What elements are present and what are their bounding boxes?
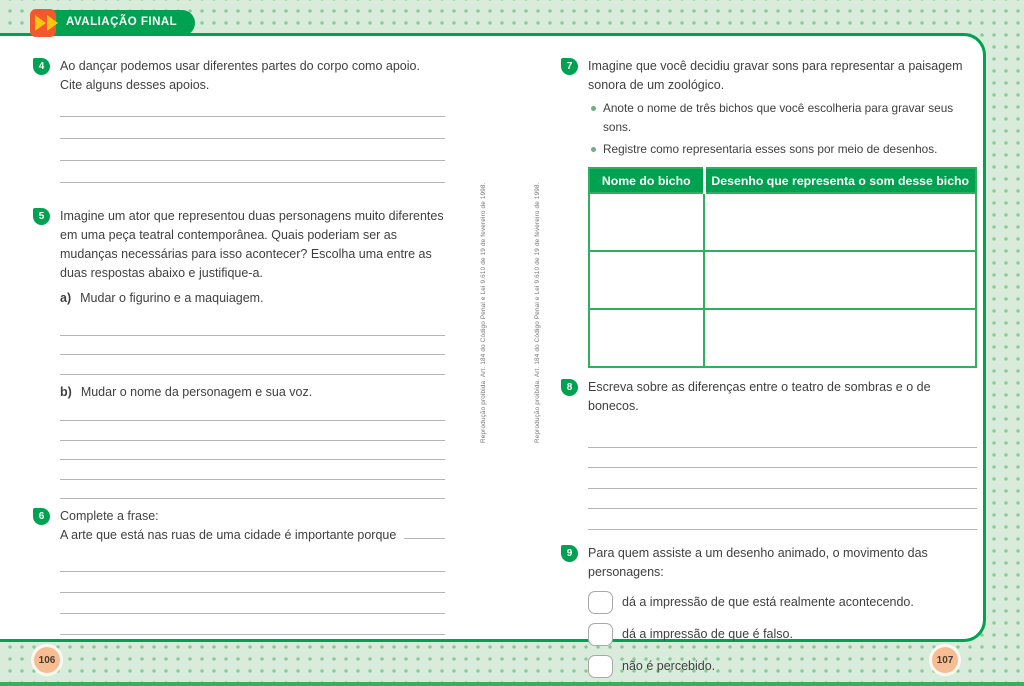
- fill-in-blank[interactable]: [404, 526, 445, 539]
- table-header-row: [589, 168, 976, 193]
- answer-line[interactable]: [60, 614, 445, 635]
- answer-line[interactable]: [60, 139, 445, 161]
- instruction-bullets: [588, 99, 977, 159]
- answer-lines: [60, 95, 445, 183]
- choice-label: não é percebido.: [622, 659, 716, 673]
- answer-choice: [588, 655, 977, 678]
- animal-name-cell[interactable]: [589, 193, 704, 251]
- answer-line[interactable]: [60, 316, 445, 336]
- animal-name-cell[interactable]: [589, 309, 704, 367]
- column-header-drawing: Desenho que representa o som desse bicho: [704, 168, 976, 193]
- question-4: [33, 57, 445, 183]
- answer-line[interactable]: [60, 593, 445, 614]
- chevron-right-icon: [47, 15, 58, 31]
- choice-label: dá a impressão de que é falso.: [622, 627, 793, 641]
- question-text: Complete a frase:: [60, 509, 159, 523]
- question-text: Para quem assiste a um desenho animado, o movimento das personagens:: [588, 545, 928, 579]
- question-number-badge: 7: [561, 58, 578, 75]
- question-number-badge: 6: [33, 508, 50, 525]
- question-8: [561, 378, 977, 530]
- answer-line[interactable]: [60, 161, 445, 183]
- answer-choice: [588, 623, 977, 646]
- bullet-icon: [591, 106, 596, 111]
- answer-line[interactable]: [588, 509, 977, 530]
- bullet-item: [588, 140, 977, 159]
- page-106-content: [33, 57, 445, 635]
- answer-line[interactable]: [60, 460, 445, 480]
- answer-line[interactable]: [60, 117, 445, 139]
- question-text: Imagine um ator que representou duas personagens muito diferentes em uma peça teatral contemporânea. Quais poderiam ser as mudanças necessárias para isso acontecer? Escolha uma entre as duas respostas abaixo e justifique-a.: [60, 209, 444, 280]
- option-b: [60, 384, 445, 401]
- answer-line[interactable]: [588, 468, 977, 489]
- option-a: [60, 290, 445, 307]
- bullet-icon: [591, 147, 596, 152]
- question-number-badge: 8: [561, 379, 578, 396]
- option-text: Mudar o figurino e a maquiagem.: [80, 291, 264, 305]
- page-number-107: 107: [932, 647, 958, 673]
- answer-lines: [60, 402, 445, 500]
- section-title: AVALIAÇÃO FINAL: [49, 10, 195, 36]
- question-text: Ao dançar podemos usar diferentes partes do corpo como apoio. Cite alguns desses apoios.: [60, 59, 420, 92]
- bullet-text: Registre como representaria esses sons por meio de desenhos.: [603, 142, 938, 156]
- drawing-cell[interactable]: [704, 309, 976, 367]
- choice-label: dá a impressão de que está realmente acontecendo.: [622, 595, 914, 609]
- animal-name-cell[interactable]: [589, 251, 704, 309]
- bullet-item: [588, 99, 977, 137]
- question-6: [33, 507, 445, 635]
- answer-line[interactable]: [60, 95, 445, 117]
- answer-line[interactable]: [588, 489, 977, 510]
- chevron-right-icon: [35, 15, 46, 31]
- question-text: Escreva sobre as diferenças entre o teatro de sombras e o de bonecos.: [588, 380, 931, 413]
- bullet-text: Anote o nome de três bichos que você escolheria para gravar seus sons.: [603, 101, 954, 134]
- page-107-content: [561, 57, 977, 678]
- double-chevron-icon: [30, 9, 56, 37]
- answer-line[interactable]: [60, 421, 445, 441]
- answer-lines: [588, 427, 977, 530]
- answer-choices: [588, 591, 977, 678]
- answer-lines: [60, 551, 445, 635]
- bottom-edge-strip: [0, 682, 1024, 686]
- answer-line[interactable]: [60, 336, 445, 356]
- question-9: [561, 544, 977, 678]
- answer-choice: [588, 591, 977, 614]
- sentence-text: A arte que está nas ruas de uma cidade é importante porque: [60, 528, 397, 542]
- option-label: a): [60, 291, 72, 305]
- table-row: [589, 251, 976, 309]
- question-number-badge: 5: [33, 208, 50, 225]
- answer-line[interactable]: [60, 402, 445, 422]
- answer-line[interactable]: [60, 441, 445, 461]
- question-5: [33, 207, 445, 499]
- question-7: [561, 57, 977, 368]
- checkbox[interactable]: [588, 655, 613, 678]
- answer-line[interactable]: [588, 448, 977, 469]
- page-number-106: 106: [34, 647, 60, 673]
- drawing-cell[interactable]: [704, 251, 976, 309]
- copyright-notice: Reprodução proibida. Art. 184 do Código Penal e Lei 9.610 de 19 de fevereiro de 1998.: [534, 182, 541, 443]
- answer-line[interactable]: [60, 551, 445, 572]
- copyright-notice: Reprodução proibida. Art. 184 do Código Penal e Lei 9.610 de 19 de fevereiro de 1998.: [480, 182, 487, 443]
- checkbox[interactable]: [588, 623, 613, 646]
- fill-in-sentence: [60, 526, 445, 545]
- answer-lines: [60, 316, 445, 375]
- table-row: [589, 193, 976, 251]
- column-header-animal: Nome do bicho: [589, 168, 704, 193]
- sound-table: [588, 167, 977, 368]
- option-text: Mudar o nome da personagem e sua voz.: [80, 384, 313, 399]
- answer-line[interactable]: [60, 480, 445, 500]
- answer-line[interactable]: [60, 355, 445, 375]
- drawing-cell[interactable]: [704, 193, 976, 251]
- option-label: b): [60, 384, 72, 399]
- checkbox[interactable]: [588, 591, 613, 614]
- question-number-badge: 4: [33, 58, 50, 75]
- question-text: Imagine que você decidiu gravar sons para representar a paisagem sonora de um zoológico.: [588, 59, 963, 92]
- answer-line[interactable]: [588, 427, 977, 448]
- question-number-badge: 9: [561, 545, 578, 562]
- table-row: [589, 309, 976, 367]
- section-header: [30, 9, 195, 37]
- answer-line[interactable]: [60, 572, 445, 593]
